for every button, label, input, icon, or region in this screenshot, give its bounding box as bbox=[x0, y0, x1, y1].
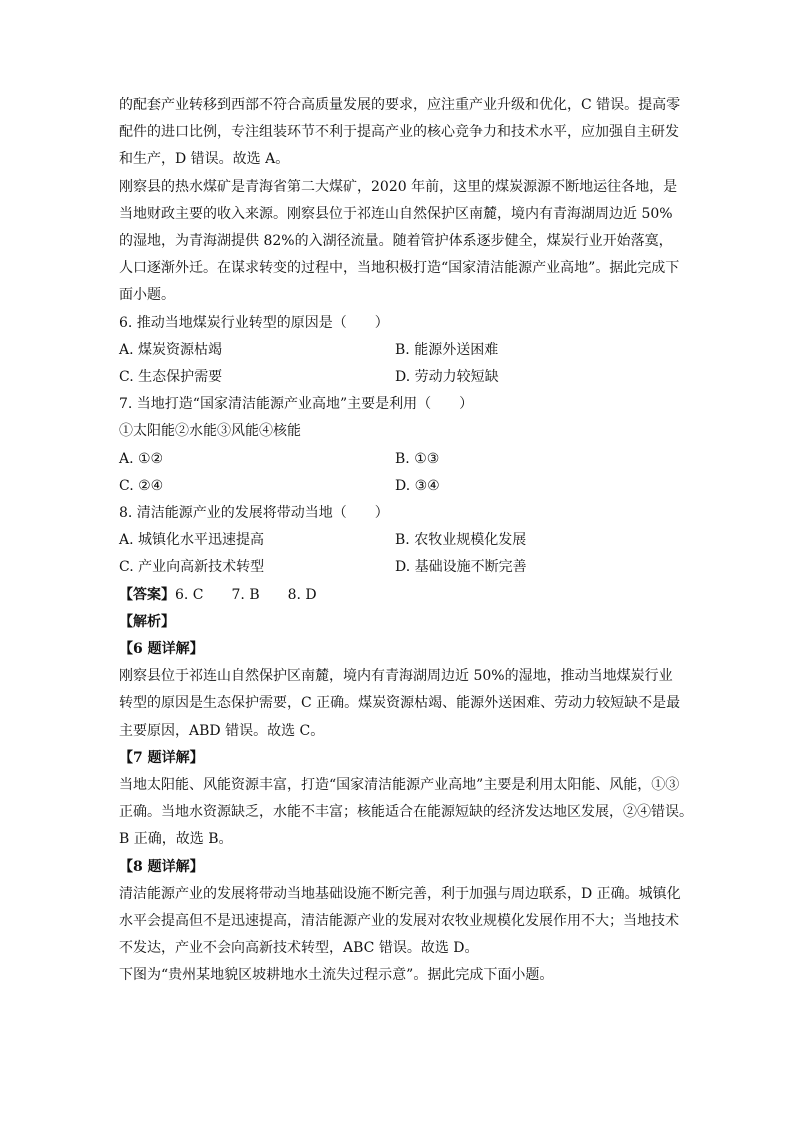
question-8 bbox=[119, 500, 679, 582]
option-row bbox=[119, 446, 679, 473]
text-line: 不发达，产业不会向高新技术转型，ABC 错误。故选 D。 bbox=[119, 940, 479, 957]
answer-line bbox=[119, 582, 679, 609]
option-c: C. ②④ bbox=[119, 477, 164, 494]
option-a: A. ①② bbox=[119, 450, 164, 467]
option-row bbox=[119, 554, 679, 581]
text-line: 刚察县的热水煤矿是青海省第二大煤矿，2020 年前，这里的煤炭源源不断地运往各地，是 bbox=[119, 178, 678, 195]
option-b: B. ①③ bbox=[395, 450, 440, 467]
detail-label: 【7 题详解】 bbox=[119, 749, 204, 766]
question-stem: 8. 清洁能源产业的发展将带动当地（ ） bbox=[119, 504, 389, 521]
answer-label: 【答案】 bbox=[119, 586, 175, 603]
text-line: 正确。当地水资源缺乏，水能不丰富；核能适合在能源短缺的经济发达地区发展，②④错误。 bbox=[119, 804, 693, 821]
text-line: B 正确，故选 B。 bbox=[119, 831, 233, 848]
option-row bbox=[119, 527, 679, 554]
text-line: 的配套产业转移到西部不符合高质量发展的要求，应注重产业升级和优化，C 错误。提高零 bbox=[119, 97, 681, 113]
text-line: 当地太阳能、风能资源丰富，打造“国家清洁能源产业高地”主要是利用太阳能、风能，①③ bbox=[119, 776, 680, 793]
option-c: C. 生态保护需要 bbox=[119, 369, 223, 386]
text-line: 转型的原因是生态保护需要，C 正确。煤炭资源枯竭、能源外送困难、劳动力较短缺不是最 bbox=[119, 695, 681, 712]
text-line: 的湿地，为青海湖提供 82%的入湖径流量。随着管护体系逐步健全，煤炭行业开始落寞， bbox=[119, 233, 673, 250]
option-d: D. ③④ bbox=[395, 477, 440, 494]
text-line: 配件的进口比例，专注组装环节不利于提高产业的核心竞争力和技术水平，应加强自主研发 bbox=[119, 124, 679, 141]
passage-paragraph bbox=[119, 174, 679, 310]
option-row bbox=[119, 473, 679, 500]
detail-7 bbox=[119, 745, 693, 854]
question-stem: 6. 推动当地煤炭行业转型的原因是（ ） bbox=[119, 314, 389, 331]
text-line: 清洁能源产业的发展将带动当地基础设施不断完善，利于加强与周边联系，D 正确。城镇化 bbox=[119, 885, 681, 902]
text-line: 面小题。 bbox=[119, 287, 175, 304]
option-row bbox=[119, 364, 679, 391]
text-line: 人口逐渐外迁。在谋求转变的过程中，当地积极打造“国家清洁能源产业高地”。据此完成下 bbox=[119, 260, 680, 277]
text-line: 和生产，D 错误。故选 A。 bbox=[119, 151, 290, 168]
option-a: A. 煤炭资源枯竭 bbox=[119, 341, 223, 358]
option-c: C. 产业向高新技术转型 bbox=[119, 559, 265, 576]
text-line: 当地财政主要的收入来源。刚察县位于祁连山自然保护区南麓，境内有青海湖周边近 50% bbox=[119, 205, 673, 222]
text-line: 刚察县位于祁连山自然保护区南麓，境内有青海湖周边近 50%的湿地，推动当地煤炭行业 bbox=[119, 668, 673, 685]
option-a: A. 城镇化水平迅速提高 bbox=[119, 532, 265, 549]
text-line: 主要原因，ABD 错误。故选 C。 bbox=[119, 722, 325, 739]
option-b: B. 农牧业规模化发展 bbox=[395, 532, 527, 549]
document-content bbox=[119, 92, 693, 990]
closing-line: 下图为“贵州某地貌区坡耕地水土流失过程示意”。据此完成下面小题。 bbox=[119, 967, 554, 984]
question-6 bbox=[119, 310, 679, 392]
detail-8 bbox=[119, 854, 679, 963]
detail-label: 【6 题详解】 bbox=[119, 640, 204, 657]
detail-6 bbox=[119, 636, 679, 745]
option-row bbox=[119, 337, 679, 364]
option-b: B. 能源外送困难 bbox=[395, 341, 499, 358]
analysis-label: 【解析】 bbox=[119, 613, 175, 630]
question-7 bbox=[119, 391, 679, 500]
answer-text: 6. C 7. B 8. D bbox=[175, 586, 317, 603]
question-stem: 7. 当地打造“国家清洁能源产业高地”主要是利用（ ） bbox=[119, 396, 474, 413]
option-d: D. 基础设施不断完善 bbox=[395, 559, 527, 576]
text-line: 水平会提高但不是迅速提高，清洁能源产业的发展对农牧业规模化发展作用不大；当地技术 bbox=[119, 913, 679, 929]
intro-paragraph bbox=[119, 92, 679, 174]
question-sub-items: ①太阳能②水能③风能④核能 bbox=[119, 423, 301, 440]
option-d: D. 劳动力较短缺 bbox=[395, 369, 499, 386]
detail-label: 【8 题详解】 bbox=[119, 858, 204, 875]
